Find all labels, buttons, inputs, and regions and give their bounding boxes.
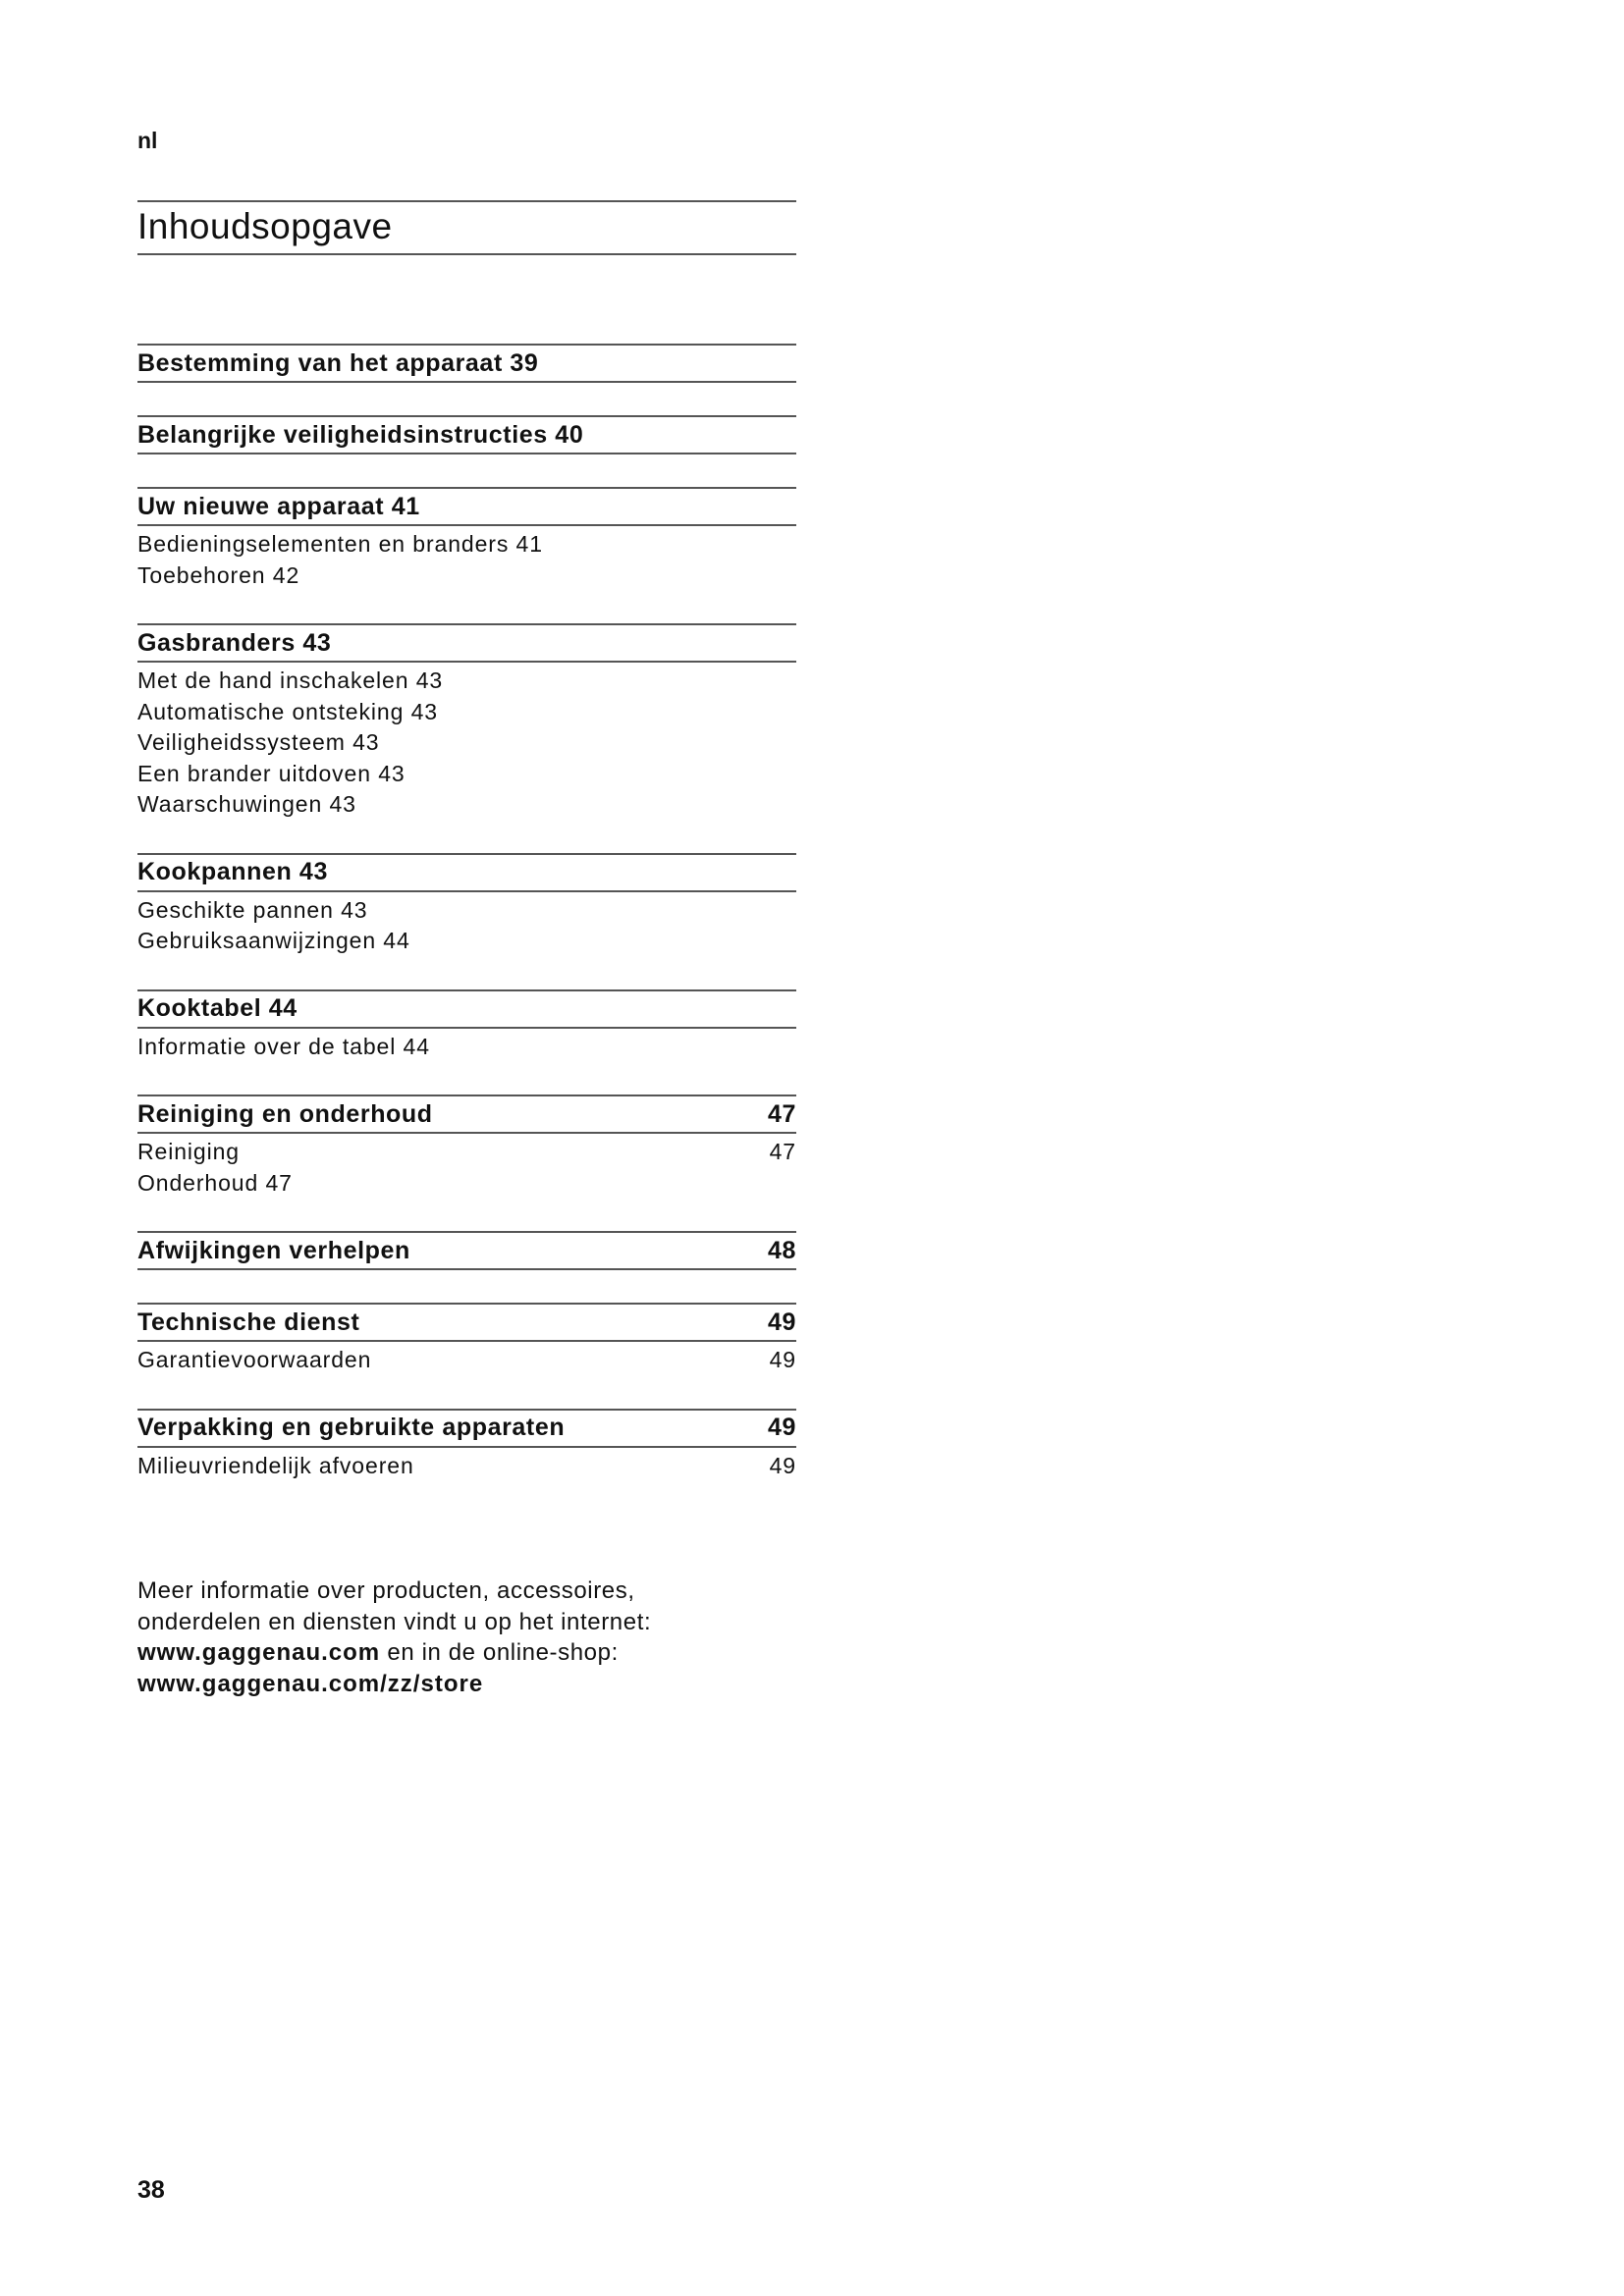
toc-subitem-label: Garantievoorwaarden bbox=[137, 1347, 372, 1372]
toc-heading-page: 47 bbox=[767, 1099, 796, 1128]
toc-subitem[interactable] bbox=[137, 1168, 796, 1200]
toc-subitem-label: Met de hand inschakelen 43 bbox=[137, 667, 444, 693]
toc-heading-label: Gasbranders 43 bbox=[137, 628, 332, 657]
toc-heading-page: 48 bbox=[767, 1236, 796, 1264]
toc-subitems bbox=[137, 1451, 796, 1482]
table-of-contents bbox=[137, 344, 796, 1514]
toc-heading-label: Uw nieuwe apparaat 41 bbox=[137, 492, 420, 520]
toc-heading-label: Verpakking en gebruikte apparaten bbox=[137, 1414, 566, 1441]
toc-subitem-label: Geschikte pannen 43 bbox=[137, 896, 368, 923]
info-text: en in de online-shop: bbox=[380, 1639, 619, 1666]
toc-section bbox=[137, 1303, 796, 1376]
toc-subitems bbox=[137, 529, 796, 591]
toc-subitem-label: Veiligheidssysteem 43 bbox=[137, 729, 380, 755]
toc-subitem-label: Toebehoren 42 bbox=[137, 561, 300, 588]
language-code: nl bbox=[137, 128, 158, 153]
toc-subitems bbox=[137, 1137, 796, 1199]
toc-heading[interactable] bbox=[137, 344, 796, 383]
info-paragraph bbox=[137, 1575, 746, 1699]
toc-heading-label: Belangrijke veiligheidsinstructies 40 bbox=[137, 420, 584, 449]
toc-subitem[interactable] bbox=[137, 697, 796, 728]
toc-subitems bbox=[137, 1032, 796, 1063]
info-line: onderdelen en diensten vindt u op het internet: bbox=[137, 1608, 652, 1635]
page-number: 38 bbox=[137, 2176, 165, 2204]
toc-heading[interactable] bbox=[137, 415, 796, 454]
toc-heading[interactable] bbox=[137, 1409, 796, 1448]
toc-section bbox=[137, 344, 796, 383]
toc-heading[interactable] bbox=[137, 487, 796, 526]
toc-subitem[interactable] bbox=[137, 789, 796, 821]
toc-section bbox=[137, 487, 796, 591]
toc-section bbox=[137, 1095, 796, 1199]
toc-subitem[interactable] bbox=[137, 759, 796, 790]
toc-section bbox=[137, 623, 796, 821]
website-link[interactable]: www.gaggenau.com bbox=[137, 1639, 381, 1666]
toc-subitem[interactable] bbox=[137, 926, 796, 957]
toc-heading-page: 49 bbox=[767, 1308, 796, 1336]
toc-subitem-label: Bedieningselementen en branders 41 bbox=[137, 531, 543, 557]
toc-section bbox=[137, 1409, 796, 1482]
toc-subitem-label: Een brander uitdoven 43 bbox=[137, 760, 406, 786]
toc-subitem[interactable] bbox=[137, 1345, 796, 1376]
toc-subitem-label: Informatie over de tabel 44 bbox=[137, 1033, 430, 1059]
toc-heading-label: Bestemming van het apparaat 39 bbox=[137, 348, 539, 377]
toc-subitem[interactable] bbox=[137, 561, 796, 592]
toc-subitem[interactable] bbox=[137, 727, 796, 759]
toc-subitem[interactable] bbox=[137, 1137, 796, 1168]
toc-subitem[interactable] bbox=[137, 666, 796, 697]
toc-subitem[interactable] bbox=[137, 1032, 796, 1063]
info-line bbox=[137, 1669, 746, 1700]
toc-subitem[interactable] bbox=[137, 1451, 796, 1482]
toc-subitem-label: Waarschuwingen 43 bbox=[137, 791, 356, 817]
store-link[interactable]: www.gaggenau.com/zz/store bbox=[137, 1670, 484, 1697]
toc-heading[interactable] bbox=[137, 989, 796, 1029]
toc-heading[interactable] bbox=[137, 623, 796, 663]
toc-heading-page: 49 bbox=[767, 1414, 796, 1441]
toc-heading-label: Kookpannen 43 bbox=[137, 858, 328, 885]
toc-heading[interactable] bbox=[137, 853, 796, 892]
toc-section bbox=[137, 989, 796, 1063]
toc-section bbox=[137, 415, 796, 454]
toc-subitem-page: 47 bbox=[769, 1139, 796, 1164]
toc-subitem-page: 49 bbox=[769, 1452, 796, 1478]
toc-section bbox=[137, 853, 796, 957]
toc-heading-label: Kooktabel 44 bbox=[137, 994, 298, 1022]
toc-heading[interactable] bbox=[137, 1095, 796, 1134]
toc-subitem[interactable] bbox=[137, 895, 796, 927]
toc-heading-label: Reiniging en onderhoud bbox=[137, 1099, 433, 1128]
info-line: Meer informatie over producten, accessoires, bbox=[137, 1577, 635, 1604]
toc-heading[interactable] bbox=[137, 1231, 796, 1270]
toc-subitem-label: Onderhoud 47 bbox=[137, 1169, 293, 1196]
page-title: Inhoudsopgave bbox=[137, 200, 796, 255]
toc-section bbox=[137, 1231, 796, 1270]
toc-subitem-label: Gebruiksaanwijzingen 44 bbox=[137, 928, 410, 953]
toc-subitems bbox=[137, 666, 796, 821]
toc-heading[interactable] bbox=[137, 1303, 796, 1342]
toc-subitem-page: 49 bbox=[769, 1347, 796, 1372]
toc-subitems bbox=[137, 895, 796, 957]
toc-subitems bbox=[137, 1345, 796, 1376]
toc-subitem[interactable] bbox=[137, 529, 796, 561]
info-line bbox=[137, 1637, 746, 1669]
toc-heading-label: Technische dienst bbox=[137, 1308, 360, 1336]
toc-heading-label: Afwijkingen verhelpen bbox=[137, 1236, 410, 1264]
toc-subitem-label: Reiniging bbox=[137, 1139, 240, 1164]
toc-subitem-label: Automatische ontsteking 43 bbox=[137, 698, 438, 724]
toc-subitem-label: Milieuvriendelijk afvoeren bbox=[137, 1452, 414, 1478]
